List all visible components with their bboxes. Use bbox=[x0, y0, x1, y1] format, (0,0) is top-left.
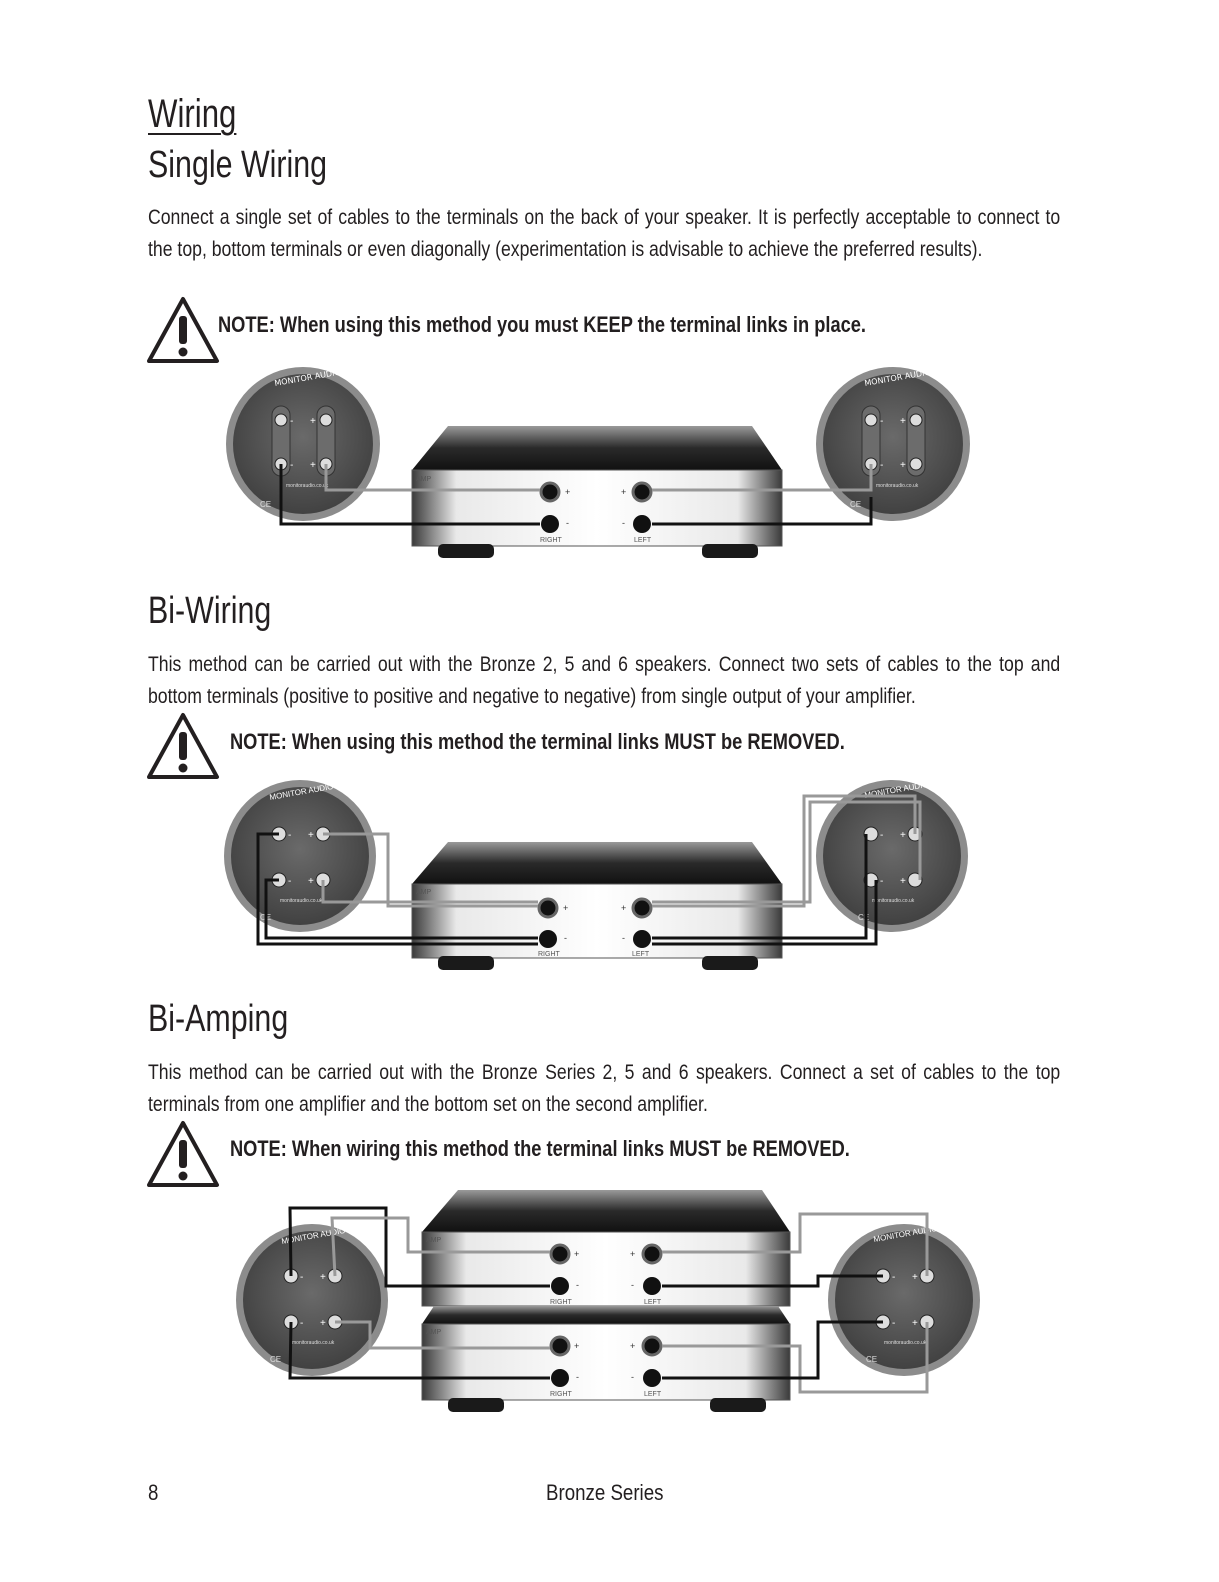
svg-text:+: + bbox=[308, 876, 314, 887]
single-wiring-diagram bbox=[220, 362, 980, 572]
svg-text:-: - bbox=[892, 1272, 896, 1283]
svg-text:CE: CE bbox=[866, 1355, 878, 1364]
svg-text:+: + bbox=[900, 416, 906, 427]
svg-text:CE: CE bbox=[858, 913, 870, 922]
svg-text:-: - bbox=[622, 933, 625, 943]
amplifier-lower bbox=[422, 1306, 790, 1412]
svg-text:RIGHT: RIGHT bbox=[550, 1299, 572, 1306]
svg-text:monitoraudio.co.uk: monitoraudio.co.uk bbox=[884, 1340, 927, 1346]
svg-text:MONITOR AUDIO: MONITOR AUDIO bbox=[268, 781, 335, 802]
svg-text:-: - bbox=[566, 518, 569, 528]
svg-text:AMP: AMP bbox=[426, 1237, 442, 1244]
svg-text:-: - bbox=[622, 518, 625, 528]
svg-text:MONITOR AUDIO: MONITOR AUDIO bbox=[863, 367, 932, 388]
svg-text:CE: CE bbox=[260, 913, 272, 922]
svg-text:+: + bbox=[630, 1341, 636, 1351]
svg-text:-: - bbox=[576, 1280, 579, 1290]
svg-text:+: + bbox=[621, 903, 627, 913]
warning-icon bbox=[146, 712, 220, 780]
bi-wiring-title: Bi-Wiring bbox=[148, 590, 272, 632]
bi-wiring-diagram bbox=[220, 778, 980, 976]
svg-text:monitoraudio.co.uk: monitoraudio.co.uk bbox=[292, 1340, 335, 1346]
svg-text:RIGHT: RIGHT bbox=[550, 1391, 572, 1398]
svg-text:+: + bbox=[900, 460, 906, 471]
speaker-terminal-left bbox=[236, 1224, 388, 1376]
svg-text:RIGHT: RIGHT bbox=[540, 537, 562, 544]
svg-text:RIGHT: RIGHT bbox=[538, 951, 560, 958]
svg-text:+: + bbox=[912, 1318, 918, 1329]
svg-text:AMP: AMP bbox=[416, 476, 432, 483]
svg-text:MONITOR AUDIO: MONITOR AUDIO bbox=[280, 1225, 347, 1246]
speaker-terminal-right bbox=[816, 367, 970, 521]
svg-text:-: - bbox=[631, 1280, 634, 1290]
svg-text:-: - bbox=[880, 830, 884, 841]
speaker-terminal-left bbox=[224, 780, 376, 932]
svg-text:-: - bbox=[564, 933, 567, 943]
svg-text:-: - bbox=[290, 460, 294, 471]
svg-text:-: - bbox=[880, 416, 884, 427]
warning-icon bbox=[146, 296, 220, 364]
svg-text:AMP: AMP bbox=[416, 889, 432, 896]
svg-text:+: + bbox=[574, 1249, 580, 1259]
svg-text:+: + bbox=[912, 1272, 918, 1283]
svg-text:+: + bbox=[565, 487, 571, 497]
bi-wiring-note: NOTE: When using this method the terminal links MUST be REMOVED. bbox=[230, 729, 845, 754]
svg-text:-: - bbox=[892, 1318, 896, 1329]
single-wiring-note: NOTE: When using this method you must KEEP the terminal links in place. bbox=[218, 312, 866, 337]
bi-wiring-body: This method can be carried out with the Bronze 2, 5 and 6 speakers. Connect two sets of cables to the top and bottom terminals (positive to positive and negative to negative) from single output of your amplifier. bbox=[148, 653, 1061, 708]
svg-text:+: + bbox=[563, 903, 569, 913]
svg-text:-: - bbox=[300, 1318, 304, 1329]
svg-text:MONITOR AUDIO: MONITOR AUDIO bbox=[863, 779, 930, 800]
svg-text:+: + bbox=[310, 416, 316, 427]
svg-text:-: - bbox=[290, 416, 294, 427]
page-number: 8 bbox=[148, 1480, 159, 1505]
page-heading: Wiring bbox=[148, 92, 237, 136]
svg-text:+: + bbox=[320, 1318, 326, 1329]
svg-text:+: + bbox=[320, 1272, 326, 1283]
svg-text:LEFT: LEFT bbox=[644, 1391, 662, 1398]
bi-amping-diagram bbox=[220, 1186, 990, 1422]
svg-text:CE: CE bbox=[850, 500, 862, 509]
warning-icon bbox=[146, 1120, 220, 1188]
svg-text:+: + bbox=[310, 460, 316, 471]
svg-text:-: - bbox=[576, 1372, 579, 1382]
svg-text:+: + bbox=[574, 1341, 580, 1351]
svg-text:MONITOR AUDIO: MONITOR AUDIO bbox=[273, 367, 342, 388]
svg-text:monitoraudio.co.uk: monitoraudio.co.uk bbox=[286, 483, 329, 489]
svg-text:CE: CE bbox=[260, 500, 272, 509]
speaker-terminal-left bbox=[226, 367, 380, 521]
svg-text:-: - bbox=[880, 460, 884, 471]
svg-text:monitoraudio.co.uk: monitoraudio.co.uk bbox=[872, 898, 915, 904]
svg-text:+: + bbox=[630, 1249, 636, 1259]
svg-text:+: + bbox=[900, 876, 906, 887]
bi-amping-note: NOTE: When wiring this method the terminal links MUST be REMOVED. bbox=[230, 1136, 850, 1161]
amplifier bbox=[412, 426, 782, 558]
footer-series: Bronze Series bbox=[546, 1480, 664, 1505]
svg-text:+: + bbox=[621, 487, 627, 497]
svg-text:LEFT: LEFT bbox=[634, 537, 652, 544]
svg-text:+: + bbox=[308, 830, 314, 841]
svg-text:-: - bbox=[288, 876, 292, 887]
svg-text:CE: CE bbox=[270, 1355, 282, 1364]
svg-text:MONITOR AUDIO: MONITOR AUDIO bbox=[872, 1223, 939, 1244]
single-wiring-body: Connect a single set of cables to the terminals on the back of your speaker. It is perfectly acceptable to connect to the top, bottom terminals or even diagonally (experimentation is advisable to achieve the preferred results). bbox=[148, 206, 1061, 261]
svg-text:monitoraudio.co.uk: monitoraudio.co.uk bbox=[876, 483, 919, 489]
svg-text:LEFT: LEFT bbox=[644, 1299, 662, 1306]
svg-text:LEFT: LEFT bbox=[632, 951, 650, 958]
svg-text:monitoraudio.co.uk: monitoraudio.co.uk bbox=[280, 898, 323, 904]
amplifier-upper bbox=[422, 1190, 790, 1306]
svg-text:-: - bbox=[300, 1272, 304, 1283]
svg-text:AMP: AMP bbox=[426, 1329, 442, 1336]
svg-text:-: - bbox=[880, 876, 884, 887]
svg-text:+: + bbox=[900, 830, 906, 841]
bi-amping-body: This method can be carried out with the Bronze Series 2, 5 and 6 speakers. Connect a set of cables to the top terminals from one amplifier and the bottom set on the second amplifier. bbox=[148, 1061, 1061, 1116]
bi-amping-title: Bi-Amping bbox=[148, 998, 289, 1040]
svg-text:-: - bbox=[288, 830, 292, 841]
speaker-terminal-right bbox=[828, 1224, 980, 1376]
svg-text:-: - bbox=[631, 1372, 634, 1382]
single-wiring-title: Single Wiring bbox=[148, 144, 328, 186]
